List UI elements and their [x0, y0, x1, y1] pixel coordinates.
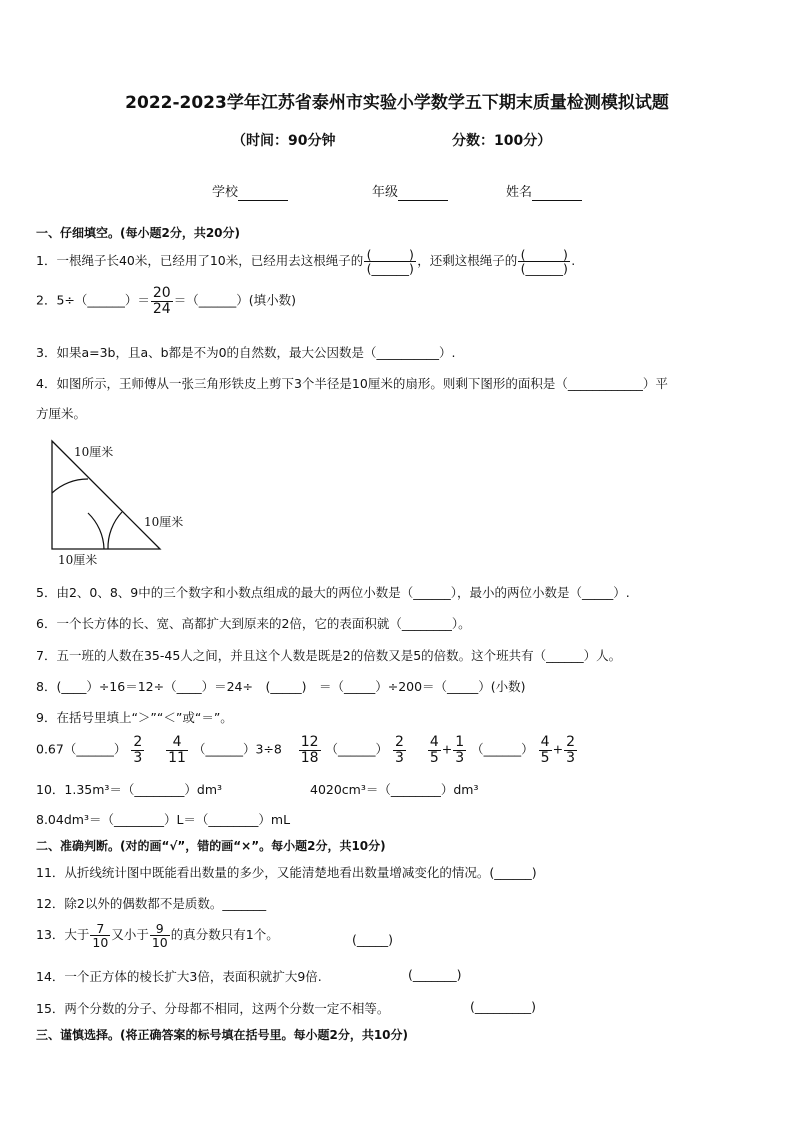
question-3: 3．如果a=3b，且a、b都是不为0的自然数，最大公因数是（__________）.: [36, 345, 456, 360]
q9-f3-num: 12: [300, 734, 319, 750]
q9-fraction-6: [453, 735, 466, 765]
label-top: 10厘米: [74, 445, 114, 459]
q2-num: 20: [152, 285, 171, 301]
label-right: 10厘米: [144, 515, 184, 529]
q9-f1-num: 2: [133, 734, 143, 750]
question-14: 14．一个正方体的棱长扩大3倍，表面积就扩大9倍.: [36, 969, 322, 984]
q15-blank[interactable]: (_________): [470, 999, 537, 1014]
q13-blank[interactable]: (_____): [352, 932, 394, 947]
q9-f8-num: 2: [566, 734, 575, 750]
question-10-b: 4020cm³＝（________）dm³: [310, 782, 479, 797]
q9-fraction-4: [393, 735, 406, 765]
q9-fraction-7: [539, 735, 552, 765]
section-2-heading: 二、准确判断。(对的画“√”，错的画“×”。每小题2分，共10分): [36, 839, 386, 853]
exam-title: 2022-2023学年江苏省泰州市实验小学数学五下期末质量检测模拟试题: [125, 93, 669, 113]
question-9: 9．在括号里填上“＞”“＜”或“＝”。: [36, 710, 233, 725]
q13-text-c: 的真分数只有1个。: [170, 927, 279, 943]
q9-f7-num: 4: [540, 734, 550, 750]
q9-f4-den: 3: [395, 749, 404, 766]
grade-label: 年级: [372, 185, 399, 200]
question-1: [36, 248, 575, 275]
q9-f3-den: 18: [300, 749, 319, 766]
q9-f5-den: 5: [429, 749, 439, 766]
q9-f2-num: 4: [172, 734, 182, 750]
q1-blank-num-2: (______): [520, 247, 568, 262]
grade-blank[interactable]: [398, 185, 448, 201]
q9-blank-1[interactable]: 0.67（______）: [36, 741, 127, 757]
q2-text-b: ＝（______）(填小数): [173, 292, 296, 308]
q1-text-c: .: [571, 253, 576, 269]
question-9-items: [36, 735, 578, 765]
question-15: 15．两个分数的分子、分母都不相同，这两个分数一定不相等。: [36, 1001, 390, 1016]
section-1-heading: 一、仔细填空。(每小题2分，共20分): [36, 226, 241, 240]
exam-time: （时间：90分钟: [232, 133, 336, 149]
q9-f2-den: 11: [168, 749, 186, 766]
q9-f8-den: 3: [566, 749, 575, 766]
q1-blank-den-1: (______): [364, 261, 416, 275]
section-3-heading: 三、谨慎选择。(将正确答案的标号填在括号里。每小题2分，共10分): [36, 1028, 409, 1042]
name-field: [506, 181, 582, 201]
q9-blank-4[interactable]: （______）: [471, 741, 534, 757]
q1-blank-den-2: (______): [518, 261, 570, 275]
q13-f1-num: 7: [96, 921, 105, 936]
question-13: [36, 922, 279, 949]
question-8: 8．(____）÷16＝12÷（____）＝24÷ (_____) ＝（_____）÷200＝（_____）(小数): [36, 679, 526, 694]
question-12: 12．除2以外的偶数都不是质数。_______: [36, 896, 267, 911]
q13-text-a: 13．大于: [36, 927, 90, 943]
question-10-c: 8.04dm³＝（________）L＝（________）mL: [36, 812, 291, 827]
q9-fraction-2: [166, 735, 188, 765]
q13-text-b: 又小于: [111, 927, 149, 943]
q9-f4-num: 2: [395, 734, 404, 750]
q9-fraction-3: [299, 735, 321, 765]
q13-fraction-1: [90, 922, 110, 949]
q13-f2-num: 9: [155, 921, 164, 936]
q9-f6-den: 3: [455, 749, 465, 766]
question-11: 11．从折线统计图中既能看出数量的多少，又能清楚地看出数量增减变化的情况。(______): [36, 865, 537, 880]
q9-f7-den: 5: [540, 749, 550, 766]
q9-fraction-5: [428, 735, 441, 765]
question-7: 7．五一班的人数在35-45人之间，并且这个人数是既是2的倍数又是5的倍数。这个班共有（______）人。: [36, 648, 622, 663]
name-blank[interactable]: [532, 185, 582, 201]
q9-blank-2[interactable]: （______）3÷8: [192, 741, 282, 757]
question-10-a: 10．1.35m³＝（________）dm³: [36, 782, 223, 797]
school-blank[interactable]: [238, 185, 288, 201]
q9-plus-1: +: [441, 741, 453, 757]
question-6: 6．一个长方体的长、宽、高都扩大到原来的2倍，它的表面积就（________）。: [36, 616, 471, 631]
q13-f1-den: 10: [92, 935, 109, 951]
grade-field: [372, 181, 448, 201]
q2-den: 24: [152, 300, 171, 317]
question-5: 5．由2、0、8、9中的三个数字和小数点组成的最大的两位小数是（______），最小的两位小数是（_____）.: [36, 585, 630, 600]
exam-score: 分数：100分）: [452, 133, 552, 149]
q9-blank-3[interactable]: （______）: [325, 741, 389, 757]
q2-text-a: 2．5÷（______）＝: [36, 292, 150, 308]
q14-blank[interactable]: (_______): [408, 967, 462, 982]
q9-fraction-8: [564, 735, 577, 765]
q9-fraction-1: [131, 735, 144, 765]
q1-text-a: 1．一根绳子长40米，已经用了10米，已经用去这根绳子的: [36, 253, 364, 269]
question-4-line-1: 4．如图所示，王师傅从一张三角形铁皮上剪下3个半径是10厘米的扇形。则剩下图形的面积是（____________）平: [36, 376, 668, 391]
q1-blank-num-1: (______): [366, 247, 414, 262]
q13-f2-den: 10: [151, 935, 168, 951]
q1-blank-fraction-2[interactable]: [518, 248, 570, 275]
name-label: 姓名: [506, 185, 533, 200]
school-field: [212, 181, 288, 201]
question-2: [36, 286, 296, 316]
q1-text-b: ，还剩这根绳子的: [417, 253, 518, 269]
triangle-sectors-figure: [40, 436, 210, 571]
label-bottom: 10厘米: [58, 553, 98, 567]
q1-blank-fraction-1[interactable]: [364, 248, 416, 275]
q9-f1-den: 3: [133, 749, 143, 766]
question-4-line-2: 方厘米。: [36, 406, 87, 421]
q2-fraction: [151, 286, 173, 316]
q13-fraction-2: [150, 922, 170, 949]
q9-f5-num: 4: [429, 734, 439, 750]
school-label: 学校: [212, 185, 239, 200]
q9-plus-2: +: [552, 741, 564, 757]
q9-f6-num: 1: [455, 734, 465, 750]
